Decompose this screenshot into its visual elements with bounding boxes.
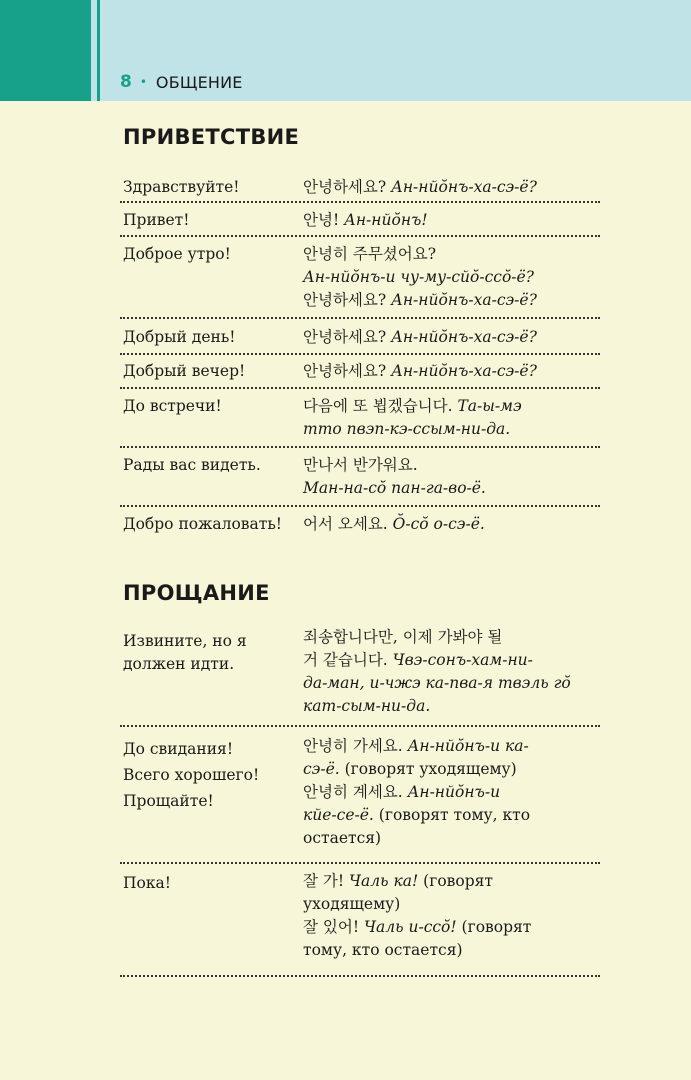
russian-phrase [123,513,282,536]
transliteration-text: тто пвэп-кэ-ссым-ни-да. [303,420,511,438]
korean-translation [303,870,600,962]
transliteration-text: Чвэ-сонъ-хам-ни- [392,651,533,669]
russian-phrase [123,176,240,199]
phrase-row [120,172,600,203]
transliteration-text: Ан-нйо̆нъ-и чу-му-сйо̆-ссо̆-ё? [303,268,534,286]
phrase-row [120,355,600,389]
translation-line [303,939,600,962]
transliteration-text: Ан-нйо̆нъ! [344,211,428,229]
korean-text: 죄송합니다만, 이제 가봐야 될 [303,628,503,646]
korean-text: (говорят уходящему) [339,760,517,778]
korean-translation [303,176,600,199]
transliteration-text: Чаль и-ссо̆! [364,918,457,936]
korean-text: 안녕하세요? [303,291,392,309]
header-tab [0,0,91,101]
korean-translation [303,209,600,232]
russian-phrase [123,360,245,383]
translation-line [303,513,600,536]
transliteration-text: Ан-нйо̆нъ-и ка- [407,737,529,755]
translation-line [303,695,600,718]
russian-phrase-line: Привет! [123,211,190,229]
korean-text: 만나서 반가워요. [303,456,418,474]
translation-line [303,395,600,418]
phrase-row [120,864,600,977]
transliteration-text: О̆-со̆ о-сэ-ё. [392,515,485,533]
russian-phrase-line: Прощайте! [123,792,214,810]
russian-phrase-line: Доброе утро! [123,245,231,263]
korean-text: 안녕히 가세요. [303,737,408,755]
russian-phrase [123,209,189,232]
section-title-farewells: ПРОЩАНИЕ [123,581,270,605]
russian-phrase-line: До встречи! [123,397,222,415]
korean-text: (говорят [456,918,532,936]
korean-translation [303,326,600,349]
korean-text: 안녕히 주무셨어요? [303,245,437,263]
russian-phrase [123,326,236,349]
russian-phrase-line: Добро пожаловать! [123,515,282,533]
section-title-greetings: ПРИВЕТСТВИЕ [123,125,300,149]
russian-phrase [123,872,171,895]
translation-line [303,360,600,383]
korean-text: тому, кто остается) [303,941,463,959]
korean-translation [303,735,600,850]
phrase-row [120,507,600,543]
russian-phrase [123,736,259,814]
header-bullet: • [139,75,147,89]
korean-text: 안녕히 계세요. [303,783,408,801]
page-number: 8 [120,72,132,92]
russian-phrase-line: Пока! [123,874,172,892]
russian-phrase-line: Рады вас видеть. [123,456,261,474]
chapter-title: ОБЩЕНИЕ [155,72,243,92]
korean-translation [303,513,600,536]
phrase-row [120,622,600,727]
korean-text: 거 같습니다. [303,651,393,669]
translation-line [303,804,600,827]
translation-line [303,758,600,781]
korean-translation [303,360,600,383]
korean-text: остается) [303,829,382,847]
russian-phrase [123,630,247,676]
korean-text: уходящему) [303,895,401,913]
phrase-row [120,389,600,448]
korean-text: 어서 오세요. [303,515,393,533]
korean-text: 안녕! [303,211,345,229]
transliteration-text: Ан-нйо̆нъ-ха-сэ-ё? [391,362,537,380]
translation-line [303,893,600,916]
phrase-row [120,319,600,355]
transliteration-text: Ан-нйо̆нъ-и [407,783,501,801]
transliteration-text: Ан-нйо̆нъ-ха-сэ-ё? [391,178,537,196]
transliteration-text: кйе-се-ё. [303,806,374,824]
header-band [0,0,691,101]
running-head [120,71,243,93]
korean-text: (говорят [418,872,493,890]
translation-line [303,870,600,893]
korean-text: 잘 가! [303,872,350,890]
translation-line [303,266,600,289]
header-divider [97,0,100,101]
transliteration-text: Ан-нйо̆нъ-ха-сэ-ё? [391,328,537,346]
phrase-row [120,727,600,864]
translation-line [303,454,600,477]
russian-phrase [123,243,231,266]
transliteration-text: Та-ы-мэ [457,397,522,415]
korean-text: 다음에 또 뵙겠습니다. [303,397,458,415]
korean-translation [303,454,600,500]
translation-line [303,209,600,232]
transliteration-text: да-ман, и-чжэ ка-пва-я твэль го̆ [303,674,571,692]
korean-translation [303,626,600,718]
translation-line [303,626,600,649]
translation-line [303,916,600,939]
farewells-table [120,622,600,977]
translation-line [303,418,600,441]
korean-translation [303,395,600,441]
russian-phrase-line: Всего хорошего! [123,766,260,784]
translation-line [303,243,600,266]
russian-phrase-line: Здравствуйте! [123,178,240,196]
transliteration-text: Ан-нйо̆нъ-ха-сэ-ё? [391,291,537,309]
translation-line [303,781,600,804]
russian-phrase-line: До свидания! [123,740,234,758]
russian-phrase-line: Извините, но я [123,632,247,650]
transliteration-text: кат-сым-ни-да. [303,697,431,715]
russian-phrase-line: Добрый вечер! [123,362,246,380]
transliteration-text: Чаль ка! [349,872,419,890]
phrase-row [120,237,600,319]
translation-line [303,672,600,695]
translation-line [303,649,600,672]
korean-translation [303,243,600,312]
phrase-row [120,448,600,507]
korean-text: (говорят тому, кто [373,806,531,824]
russian-phrase-line: должен идти. [123,655,235,673]
russian-phrase-line: Добрый день! [123,328,236,346]
translation-line [303,326,600,349]
phrase-row [120,203,600,237]
translation-line [303,477,600,500]
translation-line [303,735,600,758]
korean-text: 안녕하세요? [303,178,392,196]
transliteration-text: сэ-ё. [303,760,340,778]
korean-text: 잘 있어! [303,918,365,936]
translation-line [303,289,600,312]
russian-phrase [123,395,222,418]
transliteration-text: Ман-на-со̆ пан-га-во-ё. [303,479,486,497]
translation-line [303,827,600,850]
greetings-table [120,172,600,543]
translation-line [303,176,600,199]
russian-phrase [123,454,261,477]
korean-text: 안녕하세요? [303,362,392,380]
korean-text: 안녕하세요? [303,328,392,346]
